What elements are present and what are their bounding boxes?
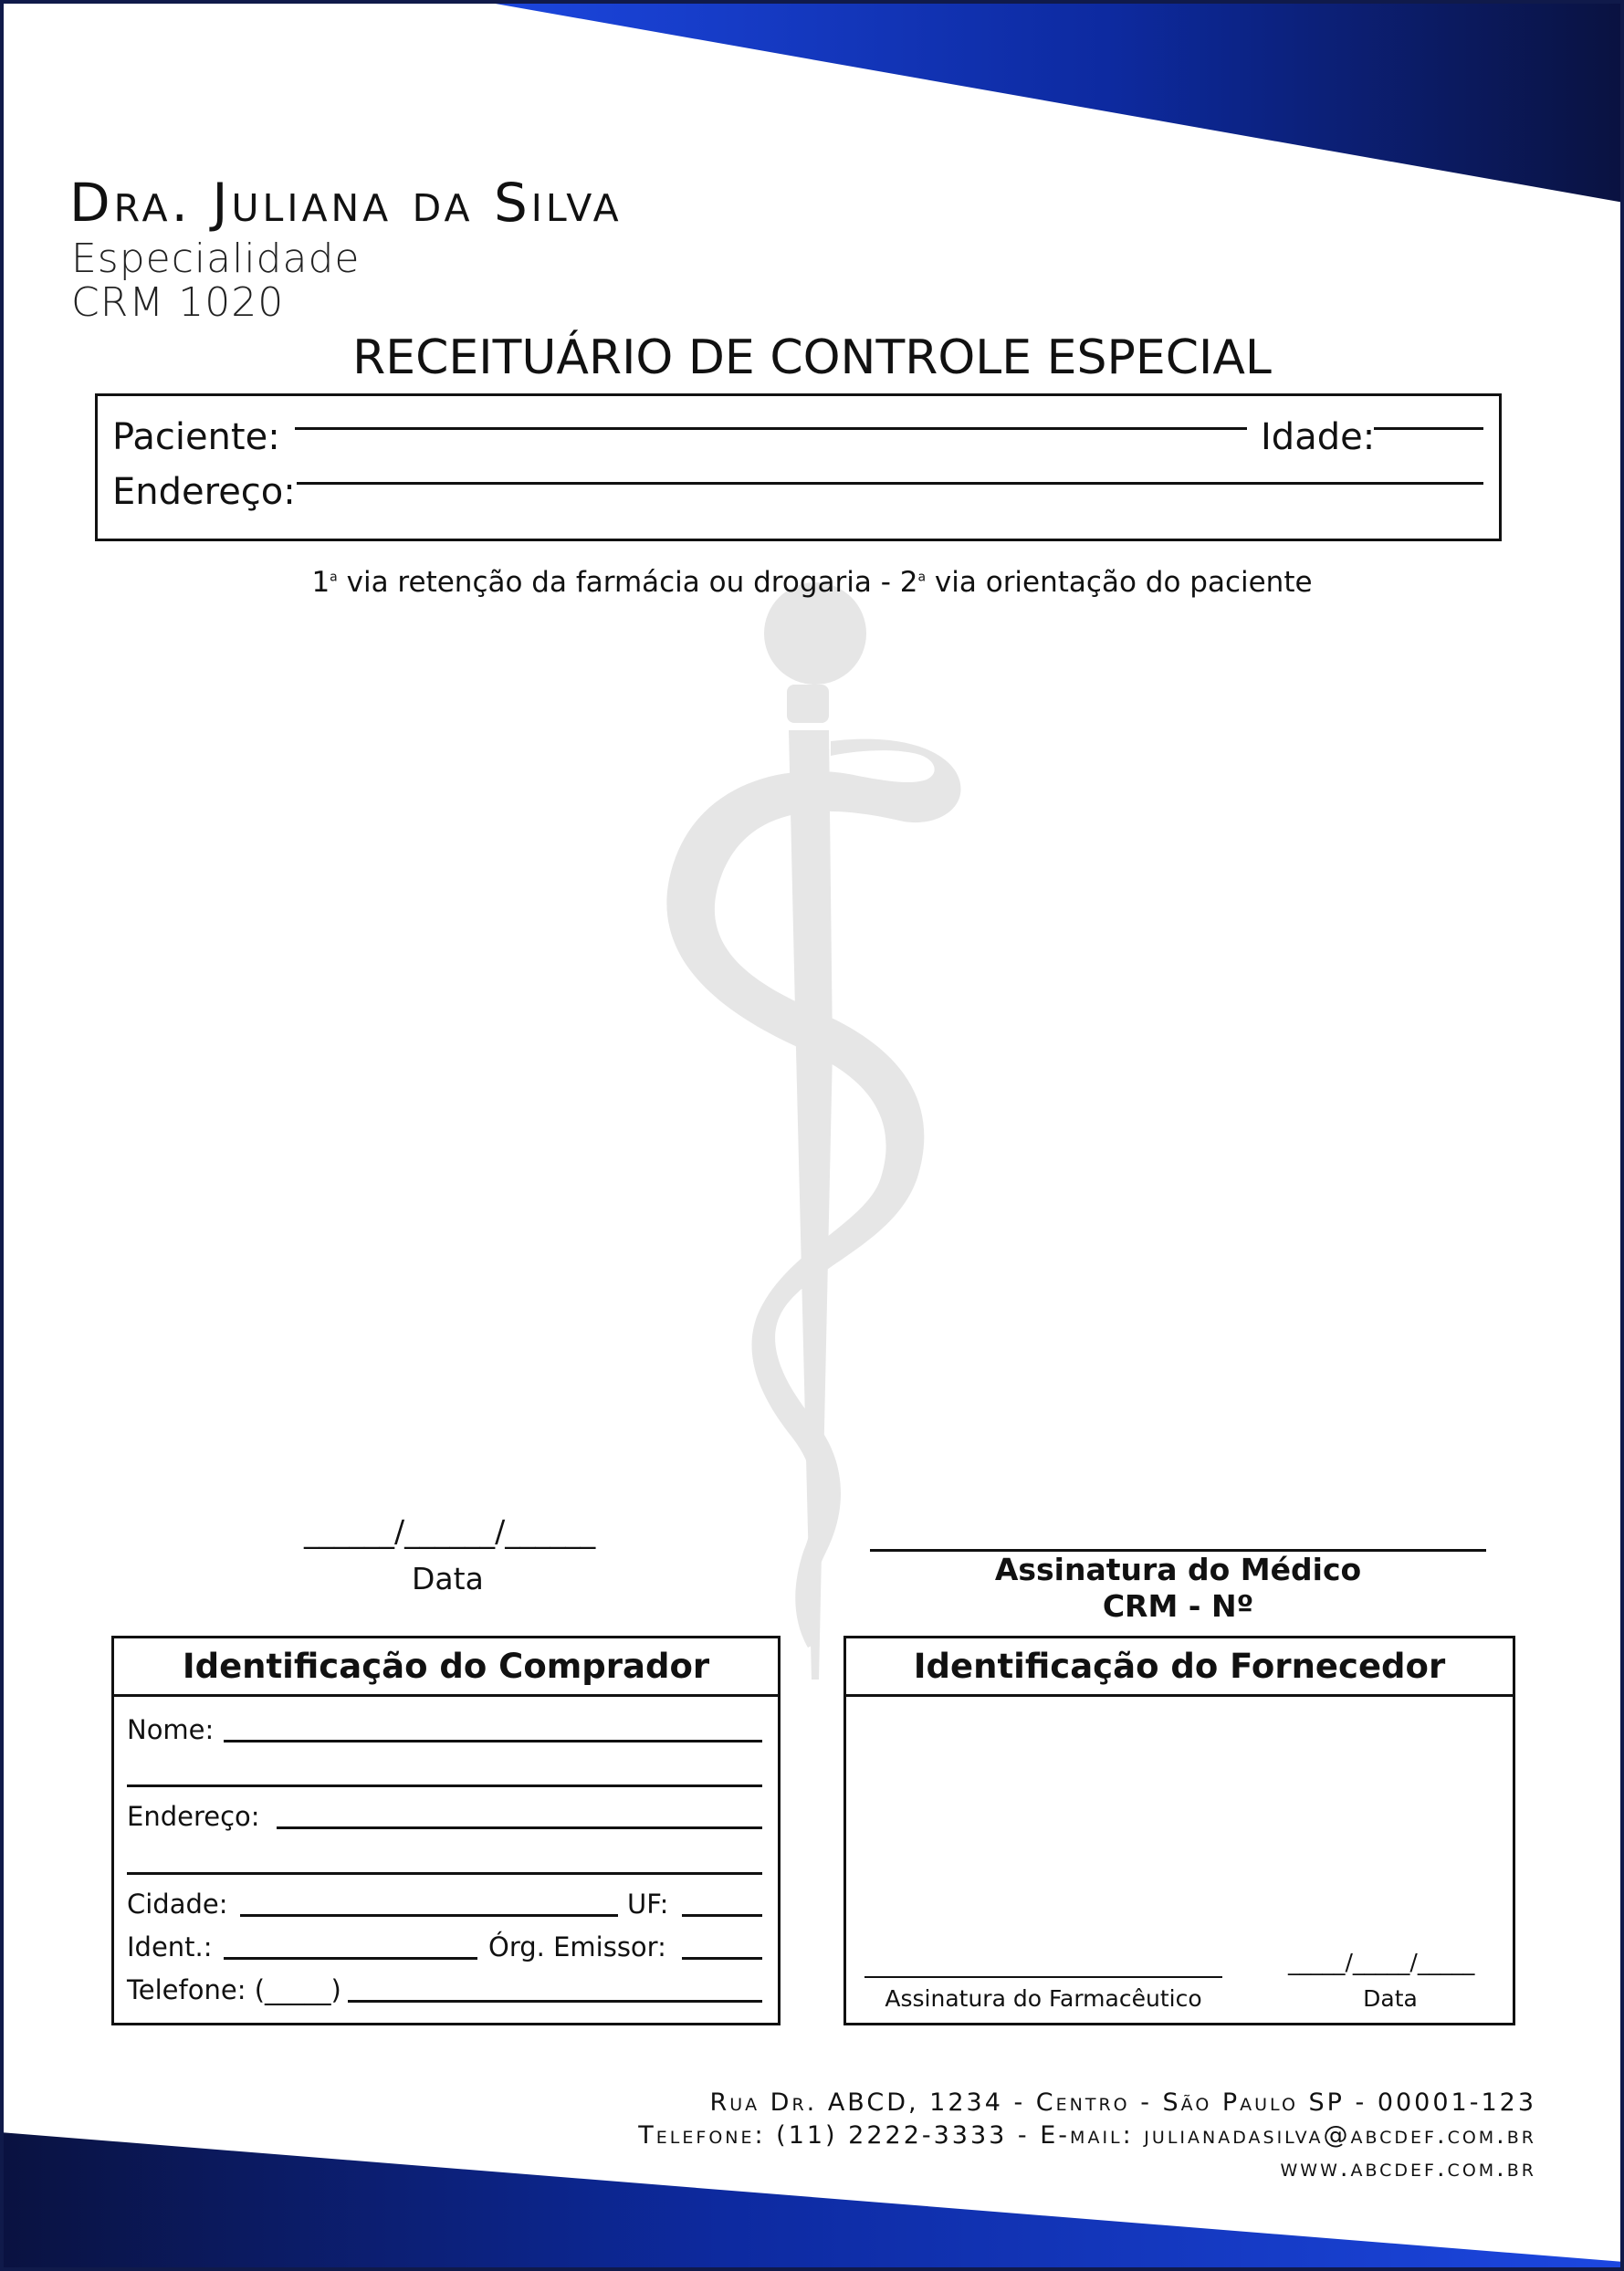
buyer-panel <box>111 1636 781 2025</box>
footer-contact: Telefone: (11) 2222-3333 - E-mail: julianadasilva@abcdef.com.br <box>638 2121 1536 2150</box>
buyer-name-field-2[interactable] <box>127 1784 762 1787</box>
patient-address-field[interactable] <box>297 482 1483 485</box>
pharmacist-signature-line[interactable] <box>864 1976 1222 1978</box>
buyer-uf-label: UF: <box>627 1889 669 1920</box>
footer-address: Rua Dr. ABCD, 1234 - Centro - São Paulo SP - 00001-123 <box>709 2088 1536 2117</box>
prescription-date-label: Data <box>412 1561 484 1596</box>
patient-age-field[interactable] <box>1374 427 1483 430</box>
doctor-signature-label: Assinatura do Médico <box>994 1552 1362 1587</box>
patient-address-label: Endereço: <box>112 471 296 513</box>
buyer-uf-field[interactable] <box>682 1914 762 1917</box>
buyer-ident-field[interactable] <box>224 1957 477 1960</box>
buyer-address-field[interactable] <box>277 1826 762 1829</box>
supplier-date-field[interactable]: _____/_____/_____ <box>1288 1949 1475 1975</box>
supplier-panel <box>843 1636 1515 2025</box>
supplier-panel-title: Identificação do Fornecedor <box>846 1638 1513 1697</box>
buyer-ident-label: Ident.: <box>127 1931 213 1962</box>
buyer-phone-label: Telefone: (_____) <box>127 1974 341 2005</box>
via-note: 1$^a$ via retenção da farmácia ou drogaria - 2$^a$ via orientação do paciente <box>311 566 1313 599</box>
patient-name-label: Paciente: <box>112 416 280 458</box>
patient-name-field[interactable] <box>295 427 1247 430</box>
buyer-city-field[interactable] <box>240 1914 618 1917</box>
doctor-crm-label: CRM - Nº <box>1102 1588 1254 1624</box>
buyer-address-label: Endereço: <box>127 1801 260 1832</box>
document-title: RECEITUÁRIO DE CONTROLE ESPECIAL <box>352 330 1272 385</box>
buyer-name-label: Nome: <box>127 1714 215 1745</box>
buyer-phone-field[interactable] <box>348 2000 762 2003</box>
bottom-band <box>0 2132 1624 2271</box>
buyer-issuer-label: Órg. Emissor: <box>488 1931 666 1962</box>
rod-of-asclepius-icon <box>666 582 960 1680</box>
supplier-date-label: Data <box>1363 1985 1418 2012</box>
prescription-date-field[interactable]: ______/______/______ <box>304 1513 596 1549</box>
buyer-issuer-field[interactable] <box>682 1957 762 1960</box>
doctor-specialty: Especialidade <box>71 235 361 282</box>
top-band <box>475 0 1624 203</box>
pharmacist-signature-label: Assinatura do Farmacêutico <box>885 1985 1202 2012</box>
patient-box <box>95 393 1502 541</box>
patient-age-label: Idade: <box>1261 416 1376 458</box>
doctor-name: Dra. Juliana da Silva <box>69 172 623 234</box>
footer-website[interactable]: www.abcdef.com.br <box>1280 2154 1536 2182</box>
doctor-crm: CRM 1020 <box>71 279 285 326</box>
buyer-panel-title: Identificação do Comprador <box>114 1638 778 1697</box>
buyer-city-label: Cidade: <box>127 1889 228 1920</box>
buyer-name-field[interactable] <box>224 1740 762 1742</box>
buyer-address-field-2[interactable] <box>127 1872 762 1875</box>
